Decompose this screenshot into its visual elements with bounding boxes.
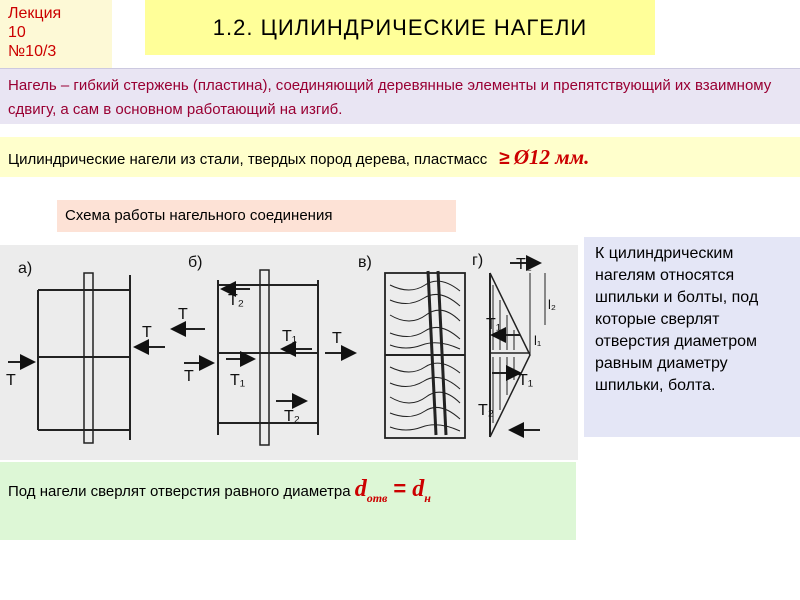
dimension-label-l2: l₂ <box>548 297 556 312</box>
lecture-line-1: Лекция <box>8 5 62 22</box>
force-label-a-right: T <box>142 324 152 341</box>
force-label-b-top: T <box>178 306 188 323</box>
diameter-value: Ø12 мм. <box>513 145 590 169</box>
greater-equal-symbol: ≥ <box>499 148 510 169</box>
bolt-diameter-formula <box>412 476 431 505</box>
force-label-b-t1-left: T₁ <box>230 372 246 389</box>
lecture-line-3: №10/3 <box>8 43 57 60</box>
hole-subscript: отв <box>366 490 388 505</box>
force-label-g-t2-bottom: T₂ <box>478 402 494 419</box>
hole-diameter-formula <box>354 476 388 505</box>
types-text: Цилиндрические нагели из стали, твердых пород дерева, пластмасс <box>8 151 488 168</box>
lecture-line-2: 10 <box>8 24 26 41</box>
force-label-g-t2-top: T₂ <box>516 256 532 273</box>
lecture-label <box>0 0 112 70</box>
panel-label-g: г) <box>472 252 484 269</box>
panel-a-drawing <box>8 273 165 443</box>
panel-label-a: а) <box>18 260 33 277</box>
dowel-scheme-drawing <box>0 245 578 460</box>
force-label-b-t2-bottom: T₂ <box>284 408 300 425</box>
force-label-g-t1-bottom: T₁ <box>518 372 534 389</box>
dimension-label-l1: l₁ <box>534 333 542 348</box>
bolt-d-letter: d <box>412 476 425 502</box>
slide-title: 1.2. ЦИЛИНДРИЧЕСКИЕ НАГЕЛИ <box>145 0 655 55</box>
force-label-b-t1-right: T₁ <box>282 328 298 345</box>
panel-label-b: б) <box>188 254 203 271</box>
side-note: К цилиндрическим нагелям относятся шпильки и болты, под которые сверлят отверстия диаметром равным диаметру шпильки, болта. <box>584 237 800 437</box>
hole-d-letter: d <box>354 476 367 502</box>
definition-text: Нагель – гибкий стержень (пластина), соединяющий деревянные элементы и препятствующий их взаимному сдвигу, а сам в основном работающий на изгиб. <box>0 68 800 124</box>
force-label-b-right: T <box>332 330 342 347</box>
bolt-subscript: н <box>424 490 431 505</box>
force-label-g-t1-top: T₁ <box>486 316 502 333</box>
bottom-note <box>0 462 576 540</box>
scheme-caption: Схема работы нагельного соединения <box>57 200 456 232</box>
panel-g-drawing <box>490 263 545 437</box>
panel-b-drawing <box>172 270 355 445</box>
panel-label-v: в) <box>358 254 372 271</box>
force-label-a-left: T <box>6 372 16 389</box>
equals-sign: = <box>393 476 407 501</box>
panel-v-drawing <box>385 271 465 438</box>
dowel-scheme-figure <box>0 245 578 460</box>
types-banner <box>0 137 800 177</box>
force-label-b-bottom: T <box>184 368 194 385</box>
bottom-note-text: Под нагели сверлят отверстия равного диаметра <box>8 483 351 500</box>
force-label-b-t2-top: T₂ <box>228 292 244 309</box>
